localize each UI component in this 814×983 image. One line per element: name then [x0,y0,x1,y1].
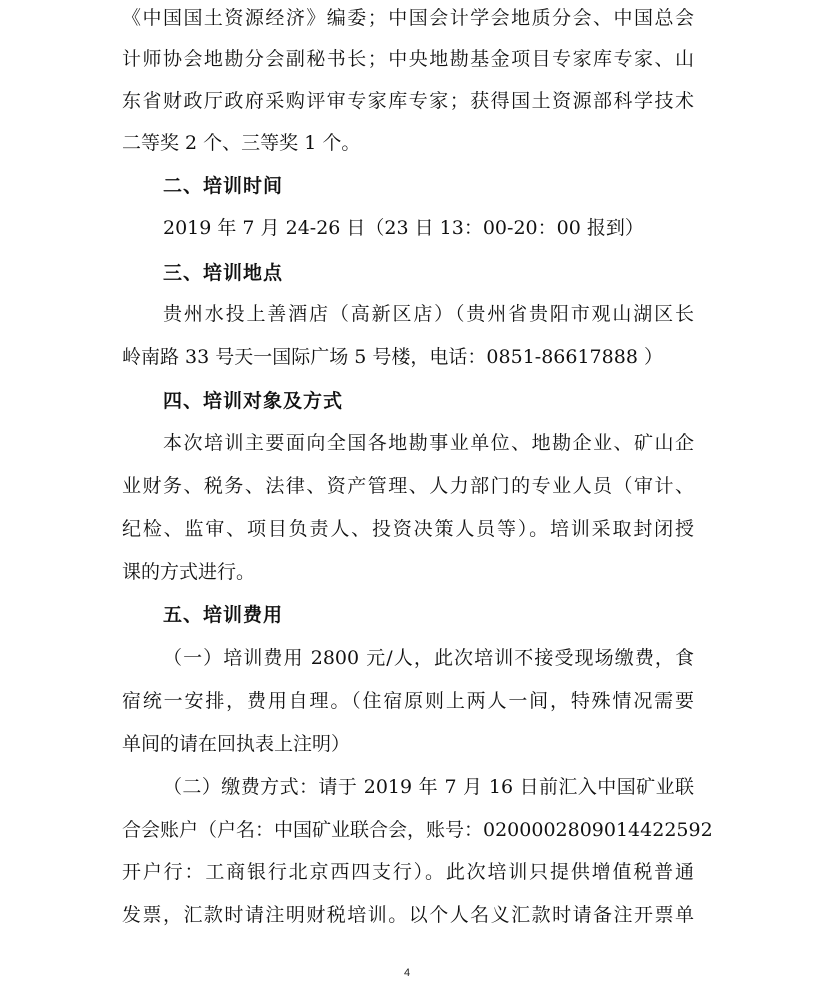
training-time-text: 2019 年 7 月 24-26 日（23 日 13：00-20：00 报到） [163,217,644,239]
fee-para2-line-4: 发票，汇款时请注明财税培训。以个人名义汇款时请备注开票单 [122,904,694,926]
location-line-2: 岭南路 33 号天一国际广场 5 号楼，电话：0851-86617888 ） [122,346,663,368]
audience-line-4: 课的方式进行。 [122,561,256,583]
audience-line-2: 业财务、税务、法律、资产管理、人力部门的专业人员（审计、 [122,475,694,497]
section-heading-training-location: 三、培训地点 [163,262,284,284]
location-line-1: 贵州水投上善酒店（高新区店）（贵州省贵阳市观山湖区长 [163,303,694,325]
intro-line-2: 计师协会地勘分会副秘书长；中央地勘基金项目专家库专家、山 [122,48,694,70]
fee-para1-line-3: 单间的请在回执表上注明） [122,733,351,755]
audience-line-1: 本次培训主要面向全国各地勘事业单位、地勘企业、矿山企 [163,432,694,454]
audience-line-3: 纪检、监审、项目负责人、投资决策人员等）。培训采取封闭授 [122,518,694,540]
section-heading-training-fee: 五、培训费用 [163,604,284,626]
section-heading-training-time: 二、培训时间 [163,175,284,197]
intro-line-3: 东省财政厅政府采购评审专家库专家；获得国土资源部科学技术 [122,90,694,112]
fee-para1-line-2: 宿统一安排，费用自理。（住宿原则上两人一间，特殊情况需要 [122,690,694,712]
intro-line-1: 《中国国土资源经济》编委；中国会计学会地质分会、中国总会 [122,7,694,29]
intro-line-4: 二等奖 2 个、三等奖 1 个。 [122,132,361,154]
fee-para2-line-3: 开户行：工商银行北京西四支行）。此次培训只提供增值税普通 [122,861,694,883]
section-heading-training-audience: 四、培训对象及方式 [163,390,344,412]
fee-para1-line-1: （一）培训费用 2800 元/人，此次培训不接受现场缴费，食 [163,647,694,669]
fee-para2-line-1: （二）缴费方式：请于 2019 年 7 月 16 日前汇入中国矿业联 [163,776,694,798]
page-number: 4 [403,967,411,979]
fee-para2-line-2: 合会账户（户名：中国矿业联合会，账号：0200002809014422592 [122,819,713,841]
